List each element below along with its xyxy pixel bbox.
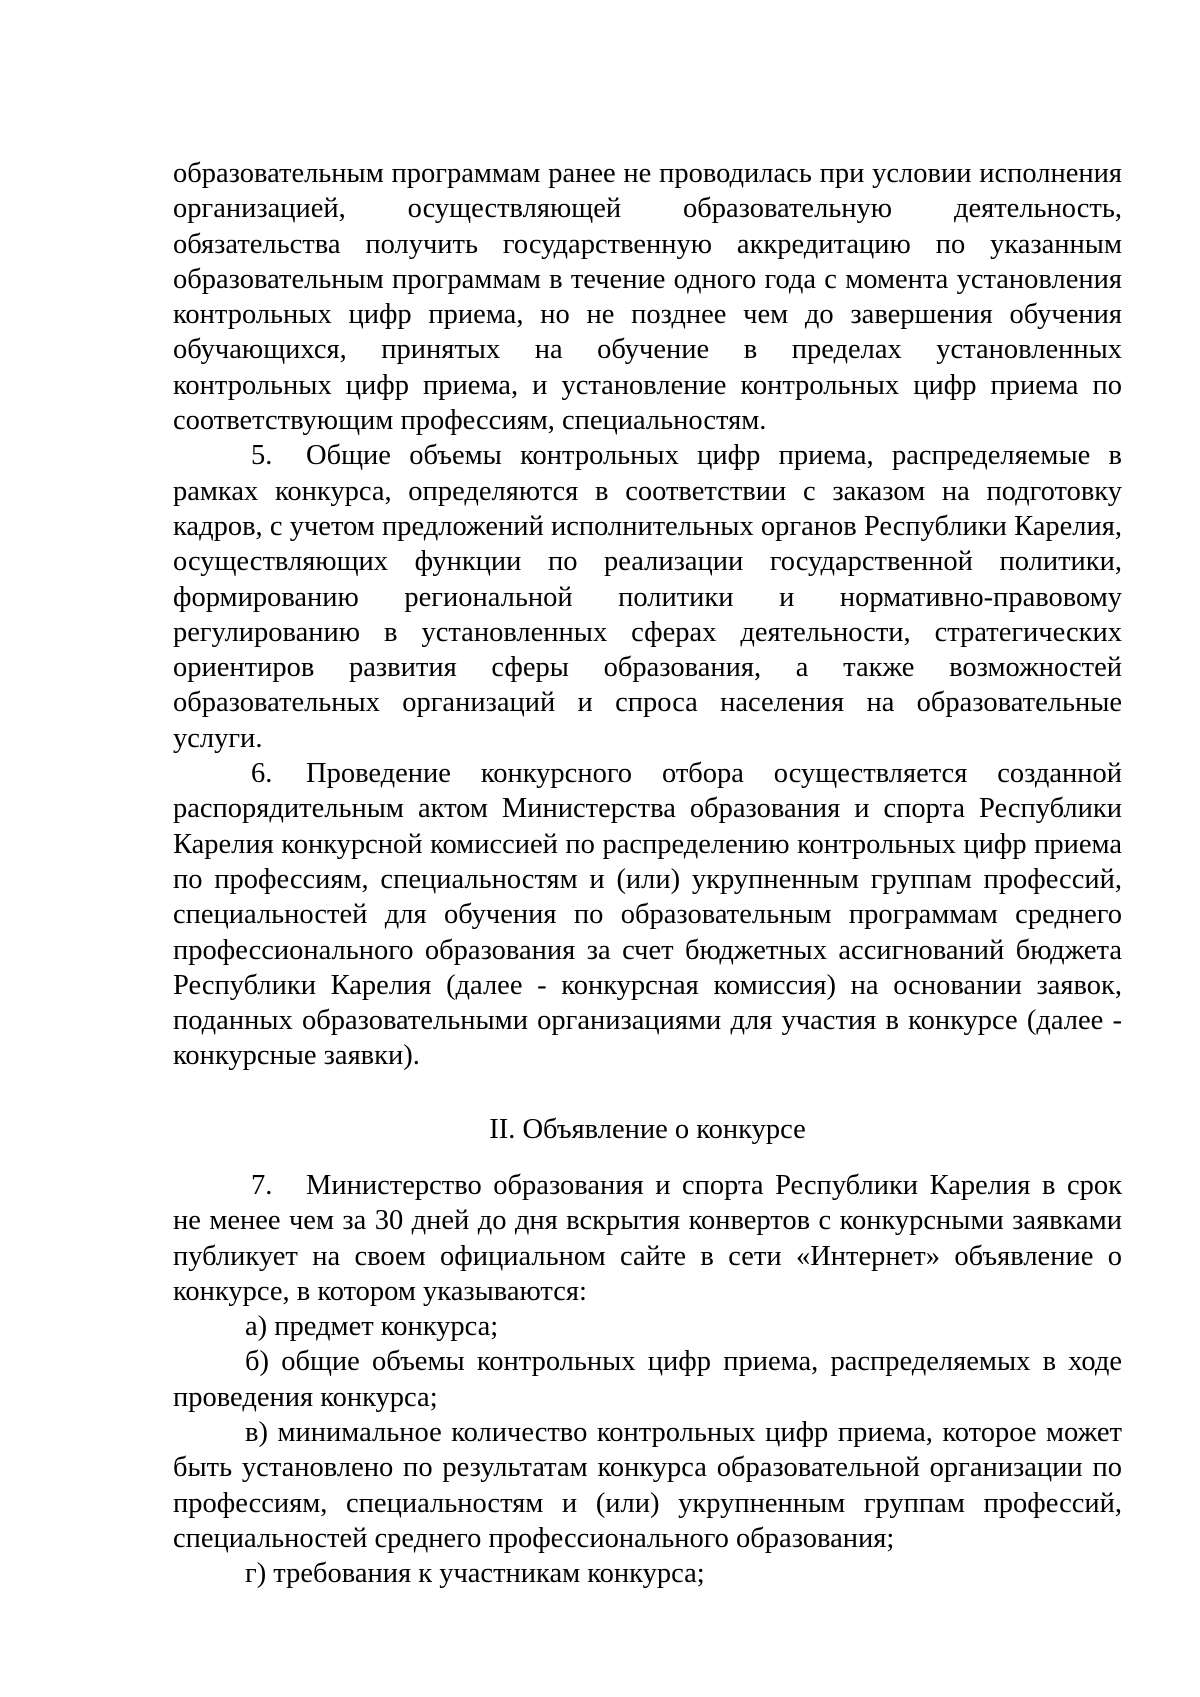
paragraph-text: Министерство образования и спорта Республики Карелия в срок не менее чем за 30 дней до дня вскрытия конвертов с конкурсными заявками публикует на своем официальном сайте в сети «Интернет» объявление о конкурсе, в котором указываются: bbox=[173, 1170, 1122, 1307]
paragraph-text: Проведение конкурсного отбора осуществляется созданной распорядительным актом Министерства образования и спорта Республики Карелия конкурсной комиссией по распределению контрольных цифр приема по профессиям, специальностям и (или) укрупненным группам профессий, специальностей для обучения по образовательным программам среднего профессионального образования за счет бюджетных ассигнований бюджета Республики Карелия (далее - конкурсная комиссия) на основании заявок, поданных образовательными организациями для участия в конкурсе (далее - конкурсные заявки). bbox=[173, 758, 1122, 1072]
paragraph-number: 6. bbox=[251, 758, 273, 790]
document-body-section bbox=[173, 1168, 1122, 1592]
list-item-a: а) предмет конкурса; bbox=[245, 1311, 499, 1343]
paragraph-5 bbox=[173, 438, 1122, 756]
list-item-b: б) общие объемы контрольных цифр приема, распределяемых в ходе проведения конкурса; bbox=[173, 1346, 1122, 1413]
paragraph-number: 7. bbox=[251, 1170, 273, 1201]
list-item-v: в) минимальное количество контрольных цифр приема, которое может быть установлено по результатам конкурса образовательной организации по профессиям, специальностям и (или) укрупненным группам профессий, специальностей среднего профессионального образования; bbox=[173, 1417, 1122, 1554]
paragraph-number: 5. bbox=[251, 440, 273, 472]
document-body-top bbox=[173, 156, 1122, 1074]
paragraph-6 bbox=[173, 756, 1122, 1074]
paragraph-7 bbox=[173, 1168, 1122, 1309]
section-heading: II. Объявление о конкурсе bbox=[489, 1114, 806, 1145]
paragraph-text: Общие объемы контрольных цифр приема, распределяемые в рамках конкурса, определяются в соответствии с заказом на подготовку кадров, с учетом предложений исполнительных органов Республики Карелия, осуществляющих функции по реализации государственной политики, формированию региональной политики и нормативно-правовому регулированию в установленных сферах деятельности, стратегических ориентиров развития сферы образования, а также возможностей образовательных организаций и спроса населения на образовательные услуги. bbox=[173, 440, 1122, 754]
list-item-g: г) требования к участникам конкурса; bbox=[245, 1558, 705, 1590]
paragraph-continuation: образовательным программам ранее не проводилась при условии исполнения организацией, осуществляющей образовательную деятельность, обязательства получить государственную аккредитацию по указанным образовательным программам в течение одного года с момента установления контрольных цифр приема, но не позднее чем до завершения обучения обучающихся, принятых на обучение в пределах установленных контрольных цифр приема, и установление контрольных цифр приема по соответствующим профессиям, специальностям. bbox=[173, 158, 1122, 437]
